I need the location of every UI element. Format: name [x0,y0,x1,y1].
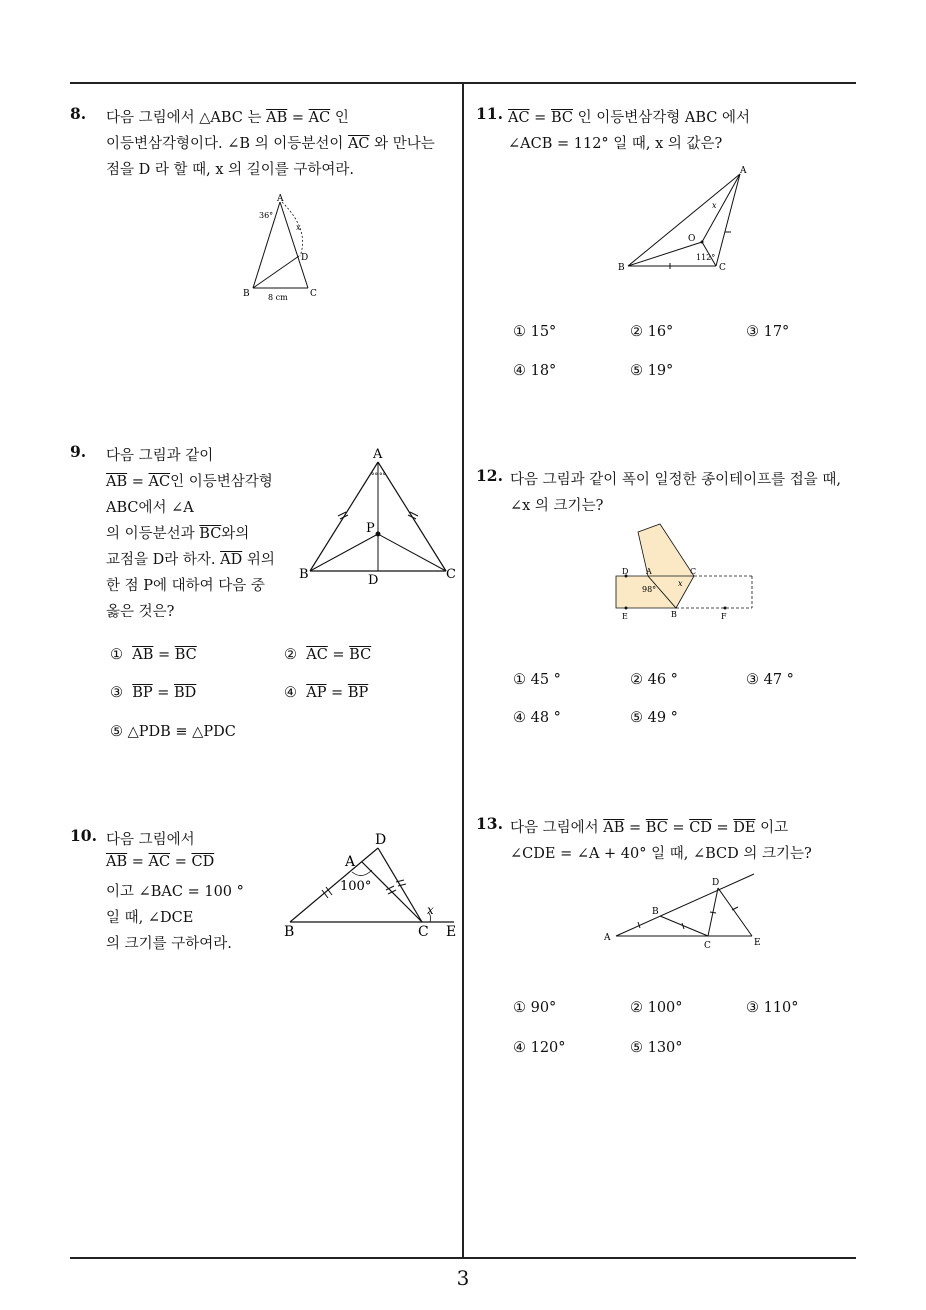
q11-line2: ∠ACB = 112° 일 때, x 의 값은? [508,136,723,152]
q13-number: 13. [476,814,503,833]
q9-label-D: D [368,573,379,588]
q11-line1: $\overline{AC} = \overline{BC}$ 인 이등변삼각형 ABC 에서 [508,110,750,126]
q11-x: x [712,201,717,210]
q11-angle: 112° [696,253,716,262]
q13-label-D: D [712,878,720,888]
q10-x: x [427,903,434,917]
q8-label-B: B [243,289,250,299]
q10-label-A: A [345,854,356,870]
q12-label-B: B [671,610,677,619]
q11-choice-1[interactable]: ① 15° [513,324,557,340]
q11-label-O: O [688,234,696,244]
q12-label-D: D [622,567,629,576]
q10-line4: 일 때, ∠DCE [106,910,194,926]
q12-angle: 98° [642,585,657,594]
q13-label-B: B [652,907,659,917]
q11-choice-5[interactable]: ⑤ 19° [630,363,674,379]
q9-choice-4[interactable]: ④ $\overline{AP} = \overline{BP}$ [284,685,369,701]
q13-line2: ∠CDE = ∠A + 40° 일 때, ∠BCD 의 크기는? [510,846,812,862]
q10-figure [282,830,460,942]
q12-label-E: E [622,612,628,621]
q9-choice-1[interactable]: ① $\overline{AB} = \overline{BC}$ [110,647,197,663]
q11-label-A: A [740,166,747,176]
q9-choice-3[interactable]: ③ $\overline{BP} = \overline{BD}$ [110,685,197,701]
q8-label-A: A [277,194,284,204]
q13-choice-2[interactable]: ② 100° [630,1000,683,1016]
q11-label-C: C [719,263,726,273]
q12-x: x [678,579,683,588]
q10-line1: 다음 그림에서 [106,832,195,848]
q8-label-C: C [310,289,317,299]
q8-line1: 다음 그림에서 △ABC 는 $\overline{AB} = \overline{AC}$ 인 [106,110,349,126]
q9-choice-5[interactable]: ⑤ △PDB ≡ △PDC [110,724,236,740]
q13-choice-1[interactable]: ① 90° [513,1000,557,1016]
q10-line2: $\overline{AB} = \overline{AC} = \overline{CD}$ [106,854,215,870]
q12-label-A: A [646,567,652,576]
q8-angle: 36° [259,211,274,220]
q10-label-E: E [446,924,457,940]
q9-label-P: P [366,521,375,536]
q10-label-C: C [418,924,429,940]
q13-line1: 다음 그림에서 $\overline{AB} = \overline{BC} = \overline{CD} = \overline{DE}$ 이고 [510,820,789,836]
center-divider [462,82,464,1258]
q12-figure [608,520,760,624]
q12-choice-5[interactable]: ⑤ 49 ° [630,710,678,726]
q13-label-A: A [604,933,611,943]
q10-line3: 이고 ∠BAC = 100 ° [106,884,244,900]
q9-line4: 의 이등분선과 $\overline{BC}$와의 [106,526,250,542]
q12-line2: ∠x 의 크기는? [510,498,604,514]
q12-line1: 다음 그림과 같이 폭이 일정한 종이테이프를 접을 때, [510,472,842,488]
q9-line1: 다음 그림과 같이 [106,448,214,464]
q9-label-A: A [373,447,383,462]
q13-figure [600,870,762,952]
q12-number: 12. [476,466,503,485]
q8-number: 8. [70,104,87,123]
q9-number: 9. [70,442,87,461]
q11-choice-3[interactable]: ③ 17° [746,324,790,340]
q9-line3: ABC에서 ∠A [106,500,194,516]
q12-choice-2[interactable]: ② 46 ° [630,672,678,688]
q11-choice-4[interactable]: ④ 18° [513,363,557,379]
q9-line5: 교점을 D라 하자. $\overline{AD}$ 위의 [106,552,275,568]
svg-text:°°: °° [371,472,378,480]
q13-label-E: E [754,938,761,948]
q10-angle: 100° [340,879,372,894]
q9-line7: 옳은 것은? [106,604,175,620]
q11-label-B: B [618,263,625,273]
q12-choice-4[interactable]: ④ 48 ° [513,710,561,726]
q11-figure [612,162,762,277]
q8-figure [240,190,330,305]
q11-number: 11. [476,104,503,123]
q13-choice-4[interactable]: ④ 120° [513,1040,566,1056]
q12-label-C: C [690,567,697,576]
q8-length: 8 cm [268,293,288,302]
q9-label-C: C [446,567,456,582]
q9-figure [296,444,461,589]
q13-label-C: C [704,941,711,951]
q12-choice-3[interactable]: ③ 47 ° [746,672,794,688]
q9-line6: 한 점 P에 대하여 다음 중 [106,578,265,594]
q12-choice-1[interactable]: ① 45 ° [513,672,561,688]
q9-choice-2[interactable]: ② $\overline{AC} = \overline{BC}$ [284,647,372,663]
q11-choice-2[interactable]: ② 16° [630,324,674,340]
bottom-rule [70,1257,856,1259]
q10-label-D: D [375,832,387,848]
q13-choice-3[interactable]: ③ 110° [746,1000,799,1016]
q10-line5: 의 크기를 구하여라. [106,936,232,952]
q8-line3: 점을 D 라 할 때, x 의 길이를 구하여라. [106,162,354,178]
q10-label-B: B [284,924,295,940]
page-number: 3 [456,1266,470,1290]
q9-label-B: B [299,567,309,582]
q8-label-D: D [301,253,309,263]
q8-x: x [296,223,301,232]
q13-choice-5[interactable]: ⑤ 130° [630,1040,683,1056]
q9-line2: $\overline{AB} = \overline{AC}$인 이등변삼각형 [106,474,273,490]
q10-number: 10. [70,826,97,845]
q8-line2: 이등변삼각형이다. ∠B 의 이등분선이 $\overline{AC}$ 와 만나는 [106,136,435,152]
svg-text:°°: °° [379,472,386,480]
q12-label-F: F [721,612,727,621]
